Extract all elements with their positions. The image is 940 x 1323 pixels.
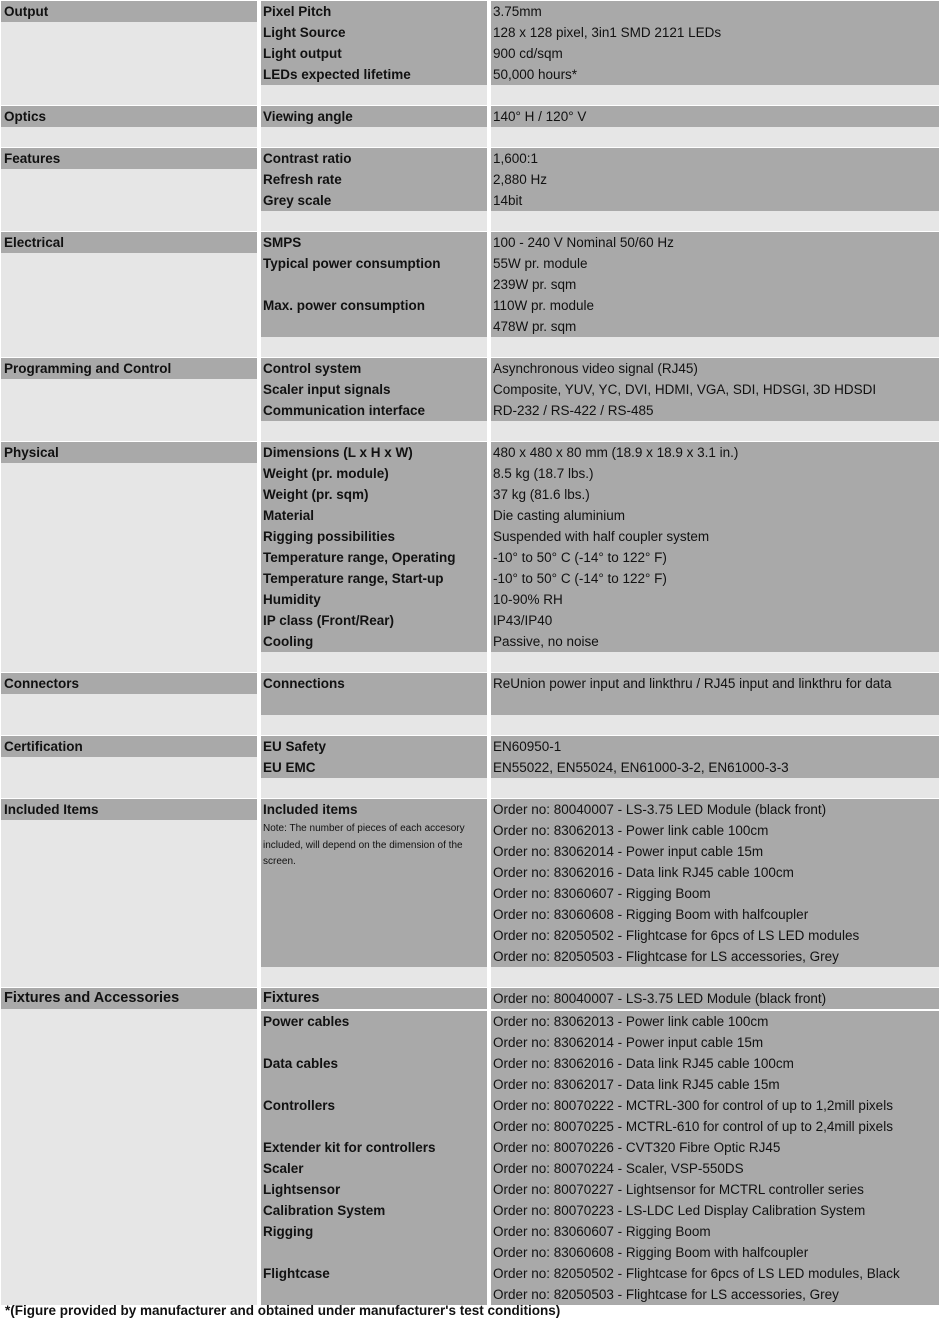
spec-label: Viewing angle [263,109,353,124]
spec-row-data-cables-label-cell [261,1053,487,1095]
spec-row-connections-value-cell [491,673,939,715]
spacer-cell [491,715,939,735]
spec-value: -10° to 50° C (-14° to 122° F) [493,550,667,565]
section-name-cell [1,106,257,127]
spec-value: Order no: 83062017 - Data link RJ45 cable 15m [493,1077,780,1092]
spec-label: Data cables [263,1056,339,1071]
spec-label: Control system [263,361,362,376]
spacer-cell [491,967,939,987]
section-spacer [0,967,940,988]
spec-value: 140° H / 120° V [493,109,587,124]
spec-row-cooling-label-cell [261,631,487,652]
spec-row-rigging-label-cell [261,1221,487,1263]
spec-row-power-cables-value-cell [491,1011,939,1053]
spec-row-connections-label-cell [261,673,487,715]
spacer-cell [491,421,939,441]
spec-row-rigging-value-cell [491,1221,939,1263]
spacer-cell [1,85,257,105]
spec-row-smps-value-cell [491,232,939,253]
spec-label: Pixel Pitch [263,4,332,19]
section-spacer [0,127,940,148]
spec-row-controllers-value-cell [491,1095,939,1137]
section-certification [0,736,940,778]
spec-row-weight-pr-module-label-cell [261,463,487,484]
spec-row-light-output-label-cell [261,43,487,64]
spacer-cell [1,127,257,147]
spec-row-pixel-pitch-value-cell [491,1,939,22]
spec-value: 100 - 240 V Nominal 50/60 Hz [493,235,674,250]
spec-row-viewing-angle-value-cell [491,106,939,127]
spec-row-control-system-label-cell [261,358,487,379]
spec-label: Connections [263,676,345,691]
spec-label: Weight (pr. module) [263,466,389,481]
spacer-cell [261,715,487,735]
spec-row-grey-scale-value-cell [491,190,939,211]
spec-row-scaler-input-signals-label-cell [261,379,487,400]
spec-row-fixtures-value-cell [491,988,939,1009]
section-name-cell [1,148,257,211]
section-name: Programming and Control [4,361,172,376]
spec-note: Note: The number of pieces of each accesory included, will depend on the dimension of the screen. [263,823,465,867]
spacer-cell [261,85,487,105]
spec-row-grey-scale-label-cell [261,190,487,211]
section-fixtures-and-accessories [0,988,940,1305]
section-electrical [0,232,940,337]
spec-value: Order no: 83062014 - Power input cable 15m [493,844,764,859]
spec-label: Flightcase [263,1266,330,1281]
spec-value: Order no: 83060607 - Rigging Boom [493,886,711,901]
spec-row-temperature-range-operating-label-cell [261,547,487,568]
spec-label: Typical power consumption [263,256,441,271]
spec-row-humidity-label-cell [261,589,487,610]
spacer-cell [1,715,257,735]
spec-value: 110W pr. module [493,298,595,313]
spec-value: Order no: 83062013 - Power link cable 100cm [493,1014,769,1029]
spec-row-viewing-angle-label-cell [261,106,487,127]
spec-row-leds-expected-lifetime-label-cell [261,64,487,85]
spec-row-temperature-range-operating-value-cell [491,547,939,568]
spec-row-scaler-value-cell [491,1158,939,1179]
section-name-cell [1,1,257,85]
spec-label: Extender kit for controllers [263,1140,436,1155]
section-name: Output [4,4,49,19]
spec-value: Order no: 83060608 - Rigging Boom with halfcoupler [493,1245,809,1260]
spec-value: 3.75mm [493,4,542,19]
spec-label: Fixtures [263,990,320,1006]
spec-value: Order no: 80070226 - CVT320 Fibre Optic RJ45 [493,1140,781,1155]
spec-value: Passive, no noise [493,634,599,649]
spec-row-dimensions-l-x-h-x-w-value-cell [491,442,939,463]
spacer-cell [1,337,257,357]
spec-row-flightcase-value-cell [491,1263,939,1305]
spec-value: Order no: 83062013 - Power link cable 100cm [493,823,769,838]
spacer-cell [261,337,487,357]
spacer-cell [261,967,487,987]
spec-row-refresh-rate-label-cell [261,169,487,190]
spec-row-refresh-rate-value-cell [491,169,939,190]
spec-label: Temperature range, Start-up [263,571,444,586]
spec-value: 900 cd/sqm [493,46,563,61]
spec-label: LEDs expected lifetime [263,67,411,82]
section-spacer [0,85,940,106]
spec-row-included-items-value-cell [491,799,939,967]
spec-row-eu-safety-value-cell [491,736,939,757]
spec-row-communication-interface-label-cell [261,400,487,421]
spec-value: Asynchronous video signal (RJ45) [493,361,698,376]
spec-row-material-label-cell [261,505,487,526]
spec-label: Rigging possibilities [263,529,396,544]
spec-row-scaler-input-signals-value-cell [491,379,939,400]
spec-value: 14bit [493,193,523,208]
spec-value: Order no: 83062016 - Data link RJ45 cable 100cm [493,865,794,880]
spec-value: Order no: 80070223 - LS-LDC Led Display Calibration System [493,1203,866,1218]
spacer-cell [491,778,939,798]
spec-value: Order no: 82050502 - Flightcase for 6pcs of LS LED modules [493,928,860,943]
spec-row-eu-emc-value-cell [491,757,939,778]
spec-value: EN55022, EN55024, EN61000-3-2, EN61000-3-3 [493,760,789,775]
spec-label: Controllers [263,1098,336,1113]
spec-label: EU Safety [263,739,327,754]
section-name: Fixtures and Accessories [4,990,180,1006]
section-spacer [0,715,940,736]
spacer-cell [261,127,487,147]
spec-label: Power cables [263,1014,350,1029]
spec-label: Communication interface [263,403,426,418]
spec-value: Order no: 83060608 - Rigging Boom with halfcoupler [493,907,809,922]
spacer-cell [491,85,939,105]
spec-label: Included items [263,802,358,817]
spec-value: Order no: 83062014 - Power input cable 15m [493,1035,764,1050]
spec-value: IP43/IP40 [493,613,553,628]
spec-label: Dimensions (L x H x W) [263,445,413,460]
spec-row-weight-pr-module-value-cell [491,463,939,484]
section-physical [0,442,940,652]
spec-value: 2,880 Hz [493,172,548,187]
spec-value: Die casting aluminium [493,508,626,523]
spec-value: 478W pr. sqm [493,319,577,334]
spec-row-controllers-label-cell [261,1095,487,1137]
spec-label: Contrast ratio [263,151,352,166]
spec-row-weight-pr-sqm-label-cell [261,484,487,505]
spacer-cell [261,778,487,798]
spec-value: EN60950-1 [493,739,562,754]
section-spacer [0,211,940,232]
spec-row-fixtures-label-cell [261,988,487,1009]
spec-row-rigging-possibilities-label-cell [261,526,487,547]
spec-label: Weight (pr. sqm) [263,487,369,502]
spacer-cell [1,778,257,798]
section-spacer [0,778,940,799]
spec-row-light-source-label-cell [261,22,487,43]
spec-value: 8.5 kg (18.7 lbs.) [493,466,594,481]
spec-row-contrast-ratio-value-cell [491,148,939,169]
section-connectors [0,673,940,715]
spec-label: IP class (Front/Rear) [263,613,395,628]
spec-value: 10-90% RH [493,592,563,607]
section-spacer [0,652,940,673]
spec-value: 50,000 hours* [493,67,578,82]
spec-label: Refresh rate [263,172,342,187]
spec-row-eu-safety-label-cell [261,736,487,757]
spacer-cell [261,421,487,441]
spec-row-light-source-value-cell [491,22,939,43]
spacer-cell [491,652,939,672]
section-name-cell [1,232,257,337]
spec-value: Order no: 83062016 - Data link RJ45 cable 100cm [493,1056,794,1071]
spec-label: Lightsensor [263,1182,341,1197]
spec-value: -10° to 50° C (-14° to 122° F) [493,571,667,586]
spec-row-extender-kit-for-controllers-label-cell [261,1137,487,1158]
spec-label: EU EMC [263,760,316,775]
section-name-cell [1,358,257,421]
spacer-cell [1,421,257,441]
spec-label: SMPS [263,235,302,250]
section-features [0,148,940,211]
spec-value: RD-232 / RS-422 / RS-485 [493,403,654,418]
spec-row-flightcase-label-cell [261,1263,487,1305]
spec-value: 239W pr. sqm [493,277,577,292]
section-name: Electrical [4,235,65,250]
spec-row-weight-pr-sqm-value-cell [491,484,939,505]
spec-label: Humidity [263,592,321,607]
spec-value: Order no: 82050503 - Flightcase for LS accessories, Grey [493,949,839,964]
section-programming-and-control [0,358,940,421]
spacer-cell [261,652,487,672]
spec-row-smps-label-cell [261,232,487,253]
section-included-items [0,799,940,967]
spec-row-humidity-value-cell [491,589,939,610]
spec-row-calibration-system-label-cell [261,1200,487,1221]
spec-row-rigging-possibilities-value-cell [491,526,939,547]
section-name: Included Items [4,802,99,817]
spec-row-temperature-range-start-up-value-cell [491,568,939,589]
spec-row-contrast-ratio-label-cell [261,148,487,169]
spec-label: Rigging [263,1224,314,1239]
spec-row-pixel-pitch-label-cell [261,1,487,22]
section-name-cell [1,736,257,778]
spec-value: 37 kg (81.6 lbs.) [493,487,590,502]
section-output [0,1,940,85]
spec-value: Order no: 80070222 - MCTRL-300 for control of up to 1,2mill pixels [493,1098,893,1113]
spacer-cell [261,211,487,231]
spec-value: Composite, YUV, YC, DVI, HDMI, VGA, SDI, HDSGI, 3D HDSDI [493,382,877,397]
spec-row-ip-class-front-rear-value-cell [491,610,939,631]
spec-row-included-items-label-cell [261,799,487,967]
spec-row-data-cables-value-cell [491,1053,939,1095]
section-name: Connectors [4,676,80,691]
section-name: Certification [4,739,83,754]
spec-row-ip-class-front-rear-label-cell [261,610,487,631]
spec-value: Order no: 80040007 - LS-3.75 LED Module (black front) [493,991,827,1006]
spec-row-typical-power-consumption-value-cell [491,253,939,295]
spec-label: Grey scale [263,193,332,208]
section-spacer [0,421,940,442]
section-name-cell [1,673,257,715]
spec-row-lightsensor-label-cell [261,1179,487,1200]
spec-row-leds-expected-lifetime-value-cell [491,64,939,85]
spec-row-lightsensor-value-cell [491,1179,939,1200]
spec-label: Light output [263,46,342,61]
spec-row-cooling-value-cell [491,631,939,652]
section-name-cell [1,988,257,1305]
spec-row-material-value-cell [491,505,939,526]
spec-value: ReUnion power input and linkthru / RJ45 input and linkthru for data [493,676,892,691]
spec-row-typical-power-consumption-label-cell [261,253,487,295]
section-name: Physical [4,445,59,460]
spec-label: Scaler [263,1161,304,1176]
spec-value: 1,600:1 [493,151,539,166]
spec-label: Light Source [263,25,346,40]
section-name-cell [1,442,257,652]
spec-value: Order no: 80070224 - Scaler, VSP-550DS [493,1161,744,1176]
spec-row-communication-interface-value-cell [491,400,939,421]
section-name-cell [1,799,257,967]
spec-row-dimensions-l-x-h-x-w-label-cell [261,442,487,463]
spec-value: Order no: 80070225 - MCTRL-610 for control of up to 2,4mill pixels [493,1119,893,1134]
spec-row-max-power-consumption-value-cell [491,295,939,337]
spec-value: 55W pr. module [493,256,588,271]
spec-label: Calibration System [263,1203,386,1218]
spec-label: Scaler input signals [263,382,391,397]
spec-row-max-power-consumption-label-cell [261,295,487,337]
spacer-cell [1,211,257,231]
section-optics [0,106,940,127]
spacer-cell [1,652,257,672]
spacer-cell [491,211,939,231]
spec-value: Order no: 82050503 - Flightcase for LS accessories, Grey [493,1287,839,1302]
spec-label: Max. power consumption [263,298,426,313]
spec-value: Order no: 82050502 - Flightcase for 6pcs of LS LED modules, Black [493,1266,900,1281]
spec-row-calibration-system-value-cell [491,1200,939,1221]
section-name: Features [4,151,61,166]
spec-row-light-output-value-cell [491,43,939,64]
spec-row-scaler-label-cell [261,1158,487,1179]
spec-row-power-cables-label-cell [261,1011,487,1053]
spec-value: 128 x 128 pixel, 3in1 SMD 2121 LEDs [493,25,722,40]
spacer-cell [491,127,939,147]
spec-value: Order no: 80040007 - LS-3.75 LED Module (black front) [493,802,827,817]
spacer-cell [491,337,939,357]
section-name: Optics [4,109,47,124]
spec-label: Temperature range, Operating [263,550,456,565]
section-spacer [0,337,940,358]
spec-row-eu-emc-label-cell [261,757,487,778]
spec-row-control-system-value-cell [491,358,939,379]
spec-value: Order no: 80070227 - Lightsensor for MCTRL controller series [493,1182,864,1197]
spec-value: 480 x 480 x 80 mm (18.9 x 18.9 x 3.1 in.) [493,445,739,460]
spacer-cell [1,967,257,987]
spec-row-extender-kit-for-controllers-value-cell [491,1137,939,1158]
spec-label: Cooling [263,634,314,649]
spec-value: Order no: 83060607 - Rigging Boom [493,1224,711,1239]
footnote: *(Figure provided by manufacturer and obtained under manufacturer's test conditions) [5,1303,561,1318]
spec-value: Suspended with half coupler system [493,529,710,544]
spec-label: Material [263,508,315,523]
spec-row-temperature-range-start-up-label-cell [261,568,487,589]
